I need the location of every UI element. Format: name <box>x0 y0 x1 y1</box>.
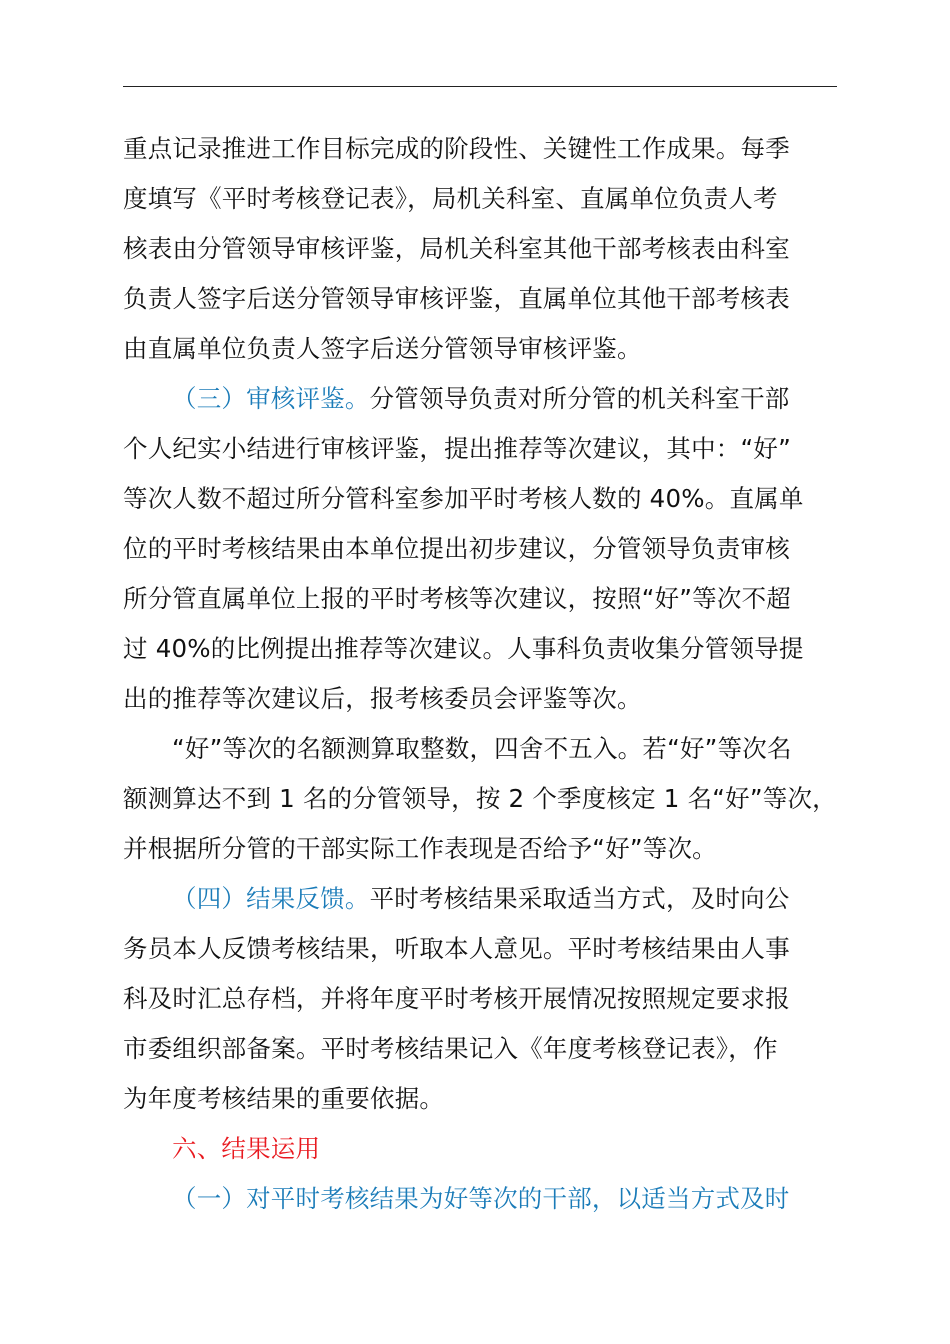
text-line: 出的推荐等次建议后，报考核委员会评鉴等次。 <box>123 684 642 713</box>
text-line: 核表由分管领导审核评鉴，局机关科室其他干部考核表由科室 <box>123 234 790 263</box>
section-4-text: 平时考核结果采取适当方式，及时向公 <box>369 884 790 913</box>
text-line: 务员本人反馈考核结果，听取本人意见。平时考核结果由人事 <box>123 934 790 963</box>
text-line: 度填写《平时考核登记表》，局机关科室、直属单位负责人考 <box>123 184 778 213</box>
text-line: 额测算达不到 1 名的分管领导，按 2 个季度核定 1 名“好”等次， <box>123 784 837 813</box>
text-line: 并根据所分管的干部实际工作表现是否给予“好”等次。 <box>123 834 717 863</box>
text-line: 所分管直属单位上报的平时考核等次建议，按照“好”等次不超 <box>123 584 791 613</box>
text-line: 重点记录推进工作目标完成的阶段性、关键性工作成果。每季 <box>123 134 790 163</box>
text-line: “好”等次的名额测算取整数，四舍不五入。若“好”等次名 <box>172 734 792 763</box>
section-3-text: 分管领导负责对所分管的机关科室干部 <box>369 384 790 413</box>
text-line: 过 40%的比例提出推荐等次建议。人事科负责收集分管领导提 <box>123 634 804 663</box>
section-4-line <box>172 882 912 916</box>
section-6-heading: 六、结果运用 <box>172 1134 321 1163</box>
section-6-1-line: （一）对平时考核结果为好等次的干部，以适当方式及时 <box>172 1184 790 1213</box>
text-line: 为年度考核结果的重要依据。 <box>123 1084 445 1113</box>
text-line: 由直属单位负责人签字后送分管领导审核评鉴。 <box>123 334 642 363</box>
section-3-heading: （三）审核评鉴。 <box>172 384 370 413</box>
text-line: 市委组织部备案。平时考核结果记入《年度考核登记表》，作 <box>123 1034 778 1063</box>
text-line: 位的平时考核结果由本单位提出初步建议，分管领导负责审核 <box>123 534 790 563</box>
text-line: 个人纪实小结进行审核评鉴，提出推荐等次建议，其中：“好” <box>123 434 791 463</box>
header-rule <box>123 86 837 87</box>
section-4-heading: （四）结果反馈。 <box>172 884 370 913</box>
text-line: 负责人签字后送分管领导审核评鉴，直属单位其他干部考核表 <box>123 284 790 313</box>
section-3-line <box>172 382 912 416</box>
text-line: 科及时汇总存档，并将年度平时考核开展情况按照规定要求报 <box>123 984 790 1013</box>
text-line: 等次人数不超过所分管科室参加平时考核人数的 40%。直属单 <box>123 484 804 513</box>
